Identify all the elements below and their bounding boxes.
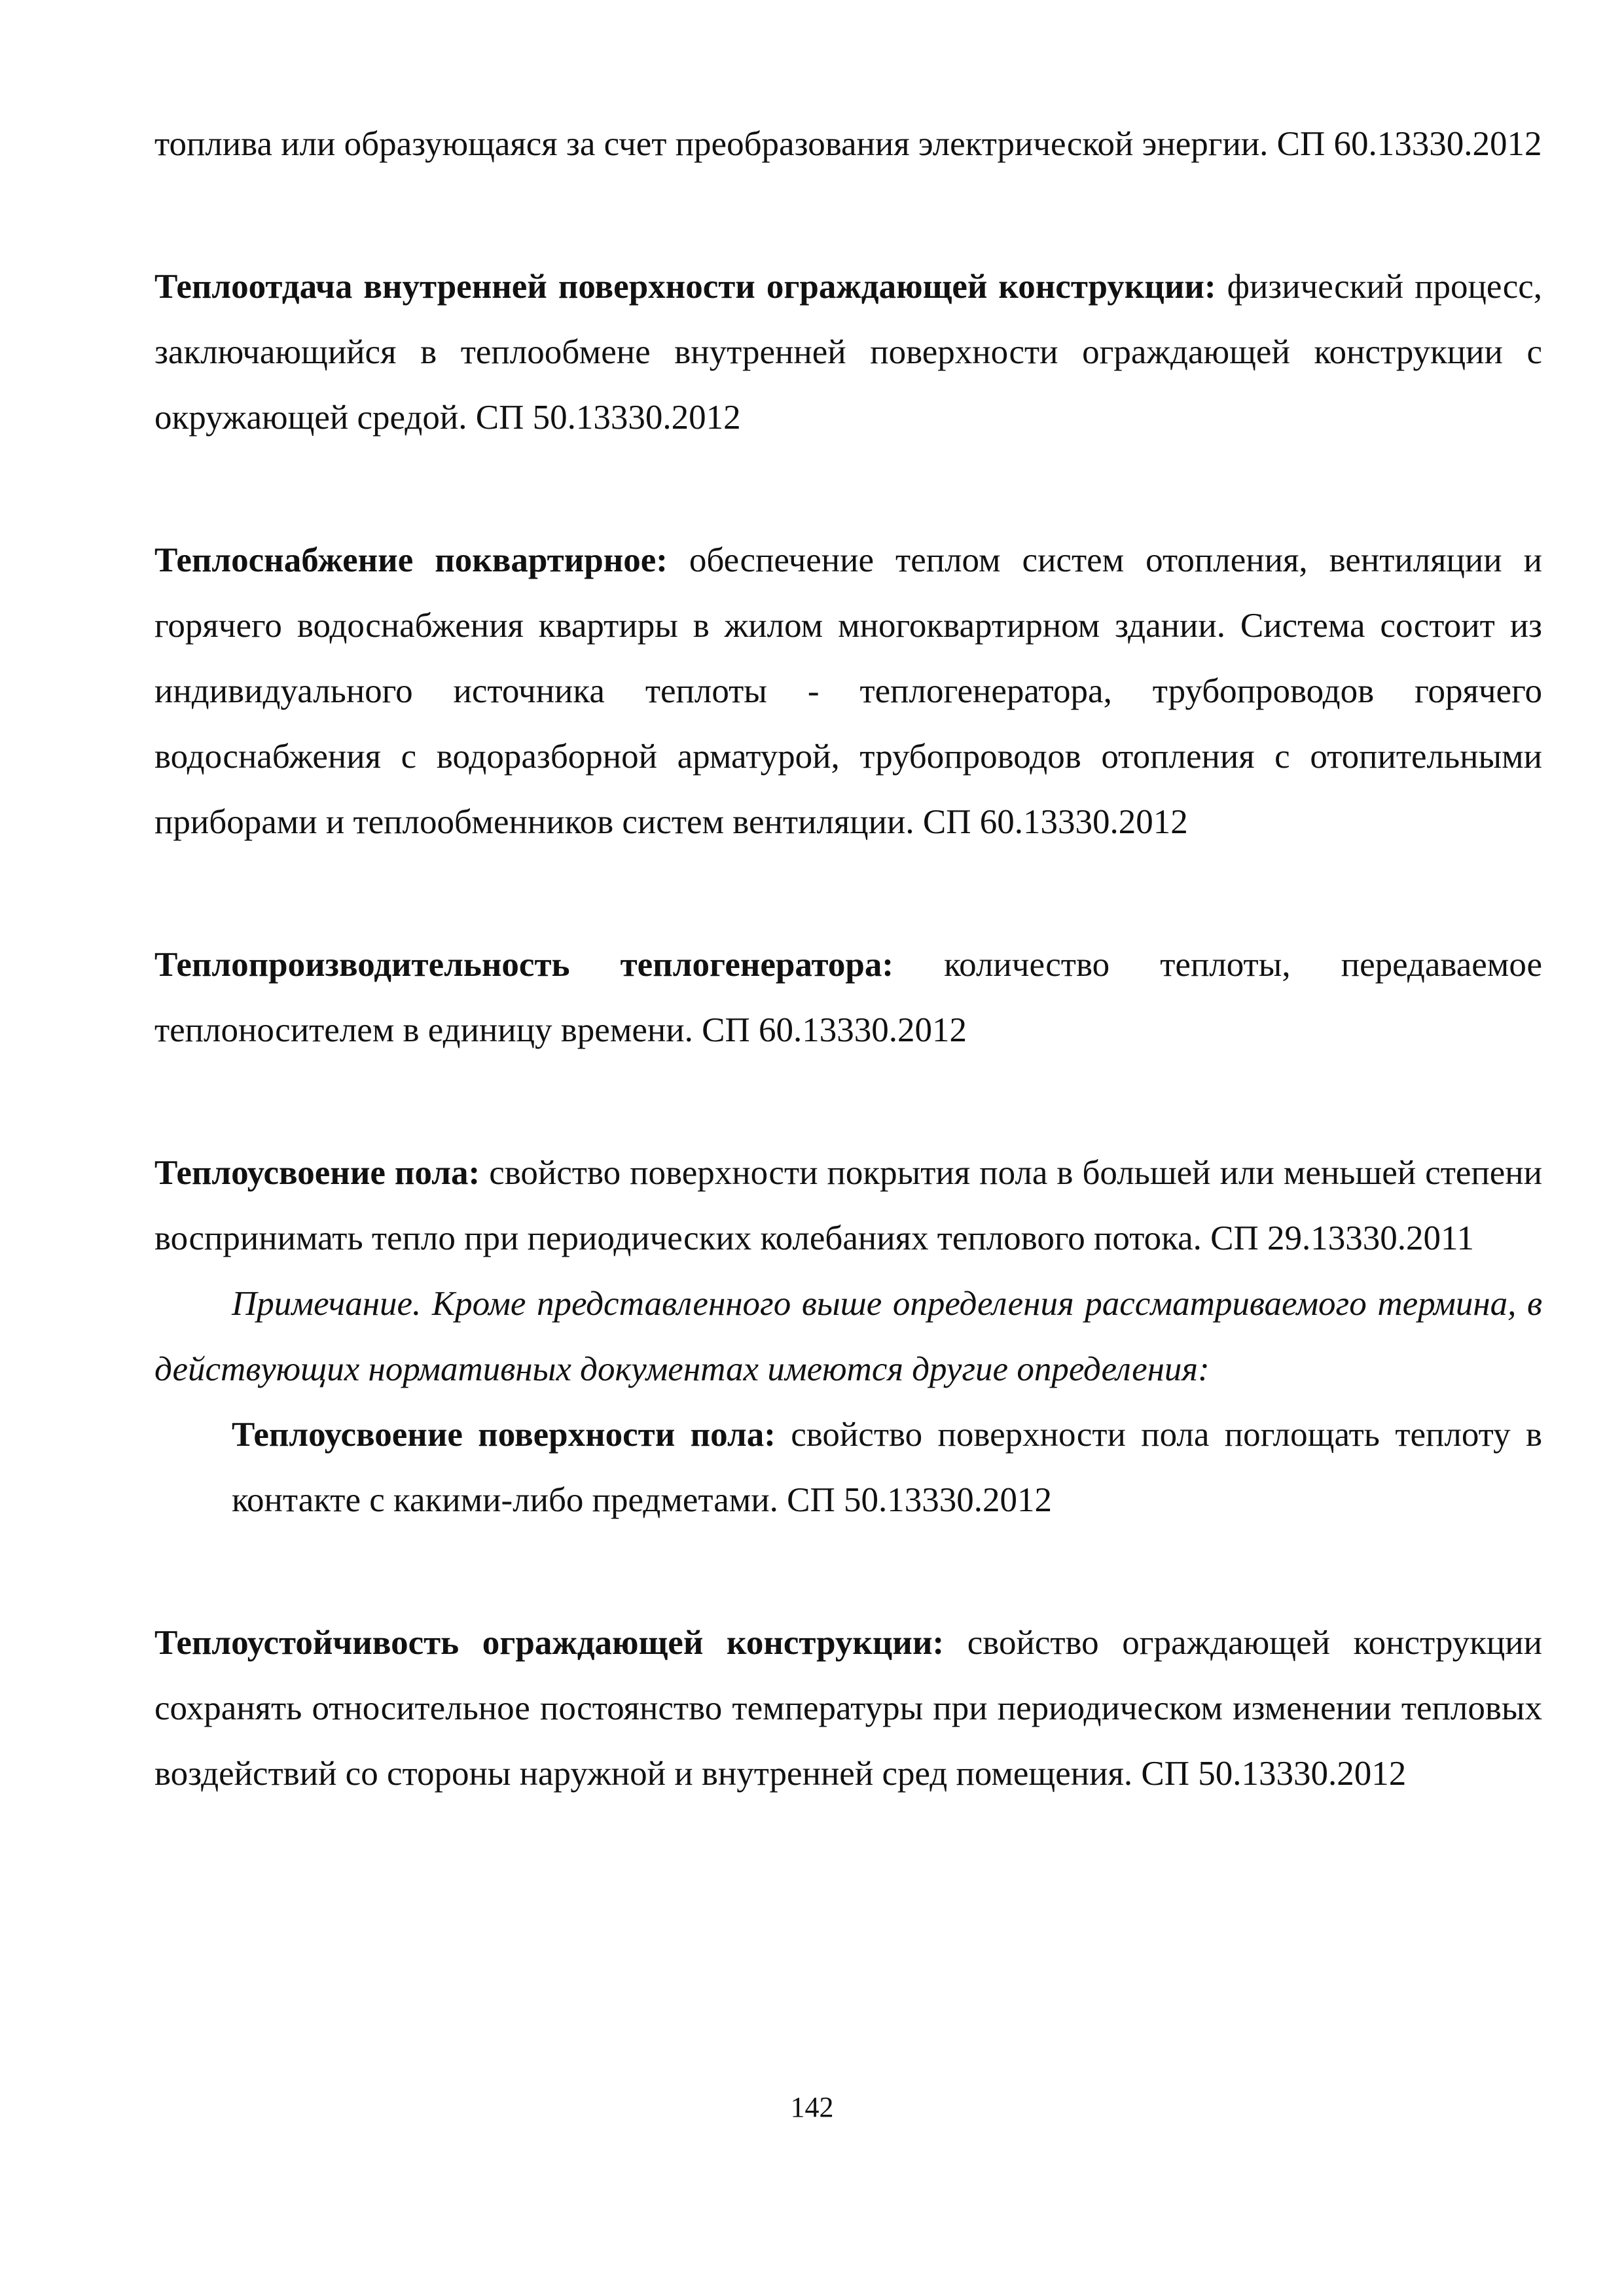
spacer <box>154 450 1542 528</box>
entry-heat-transfer-inner-surface <box>154 254 1542 450</box>
spacer <box>154 855 1542 932</box>
entry-term: Теплоотдача внутренней поверхности ограждающей конструкции: <box>154 268 1216 306</box>
entry-term: Теплоусвоение пола: <box>154 1154 480 1192</box>
entry-text: свойство ограждающей конструкции сохранять относительное постоянство температуры при периодическом изменении тепловых воздействий со стороны наружной и внутренней сред помещения. СП 50.13330.2012 <box>154 1624 1542 1793</box>
document-page <box>154 111 1542 1806</box>
entry-term: Теплопроизводительность теплогенератора: <box>154 946 893 984</box>
entry-floor-heat-absorption <box>154 1140 1542 1271</box>
spacer <box>154 177 1542 254</box>
entry-term: Теплоснабжение поквартирное: <box>154 541 668 579</box>
entry-heat-generator-output <box>154 932 1542 1063</box>
spacer <box>154 1533 1542 1610</box>
entry-text: количество теплоты, передаваемое теплоносителем в единицу времени. СП 60.13330.2012 <box>154 946 1542 1049</box>
entry-note: Примечание. Кроме представленного выше определения рассматриваемого термина, в действующих нормативных документах имеются другие определения: <box>154 1285 1542 1388</box>
entry-term: Теплоусвоение поверхности пола: <box>232 1416 776 1454</box>
entry-text: физический процесс, заключающийся в теплообмене внутренней поверхности ограждающей конструкции с окружающей средой. СП 50.13330.2012 <box>154 268 1542 437</box>
spacer <box>154 1063 1542 1140</box>
entry-term: Теплоустойчивость ограждающей конструкции: <box>154 1624 945 1662</box>
entry-thermal-stability <box>154 1610 1542 1806</box>
entry-sub-floor-surface <box>232 1402 1542 1533</box>
entry-text: свойство поверхности пола поглощать теплоту в контакте с какими-либо предметами. СП 50.13330.2012 <box>232 1416 1542 1519</box>
entry-continuation <box>154 111 1542 177</box>
entry-text: топлива или образующаяся за счет преобразования электрической энергии. СП 60.13330.2012 <box>154 125 1542 163</box>
page-number: 142 <box>790 2091 834 2123</box>
entry-text: обеспечение теплом систем отопления, вентиляции и горячего водоснабжения квартиры в жилом многоквартирном здании. Система состоит из индивидуального источника теплоты - теплогенератора, трубопроводов горячего водоснабжения с водоразборной арматурой, трубопроводов отопления с отопительными приборами и теплообменников систем вентиляции. СП 60.13330.2012 <box>154 541 1542 841</box>
entry-text: свойство поверхности покрытия пола в большей или меньшей степени воспринимать тепло при периодических колебаниях теплового потока. СП 29.13330.2011 <box>154 1154 1542 1257</box>
entry-apartment-heat-supply <box>154 528 1542 855</box>
